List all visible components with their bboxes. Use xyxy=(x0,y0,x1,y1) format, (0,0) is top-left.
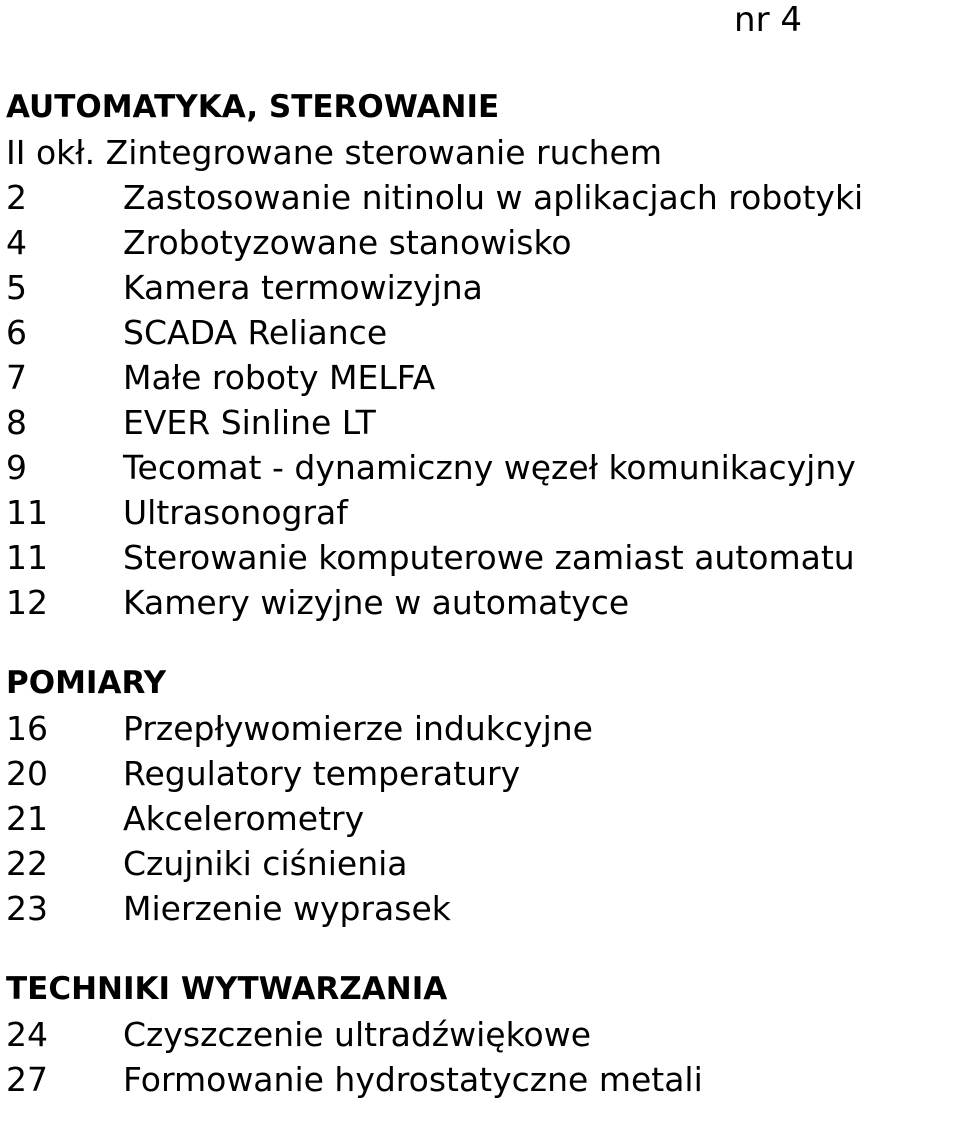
page-number: 8 xyxy=(6,403,27,442)
article-title: Czyszczenie ultradźwiękowe xyxy=(123,1015,592,1054)
article-title: Kamera termowizyjna xyxy=(123,268,483,307)
article-title: Czujniki ciśnienia xyxy=(123,844,408,883)
article-title: Zastosowanie nitinolu w aplikacjach robotyki xyxy=(123,178,864,217)
list-item xyxy=(6,841,956,886)
list-item xyxy=(6,580,956,625)
article-title: Regulatory temperatury xyxy=(123,754,521,793)
list-item xyxy=(6,490,956,535)
list-item xyxy=(6,751,956,796)
article-title: Małe roboty MELFA xyxy=(123,358,436,397)
list-item xyxy=(6,886,956,931)
page-number: 7 xyxy=(6,358,27,397)
issue-number: nr 4 xyxy=(734,0,802,40)
list-item xyxy=(6,220,956,265)
page-number: 2 xyxy=(6,178,27,217)
cover-entry: II okł. Zintegrowane sterowanie ruchem xyxy=(6,133,662,172)
page-number: 12 xyxy=(6,583,48,622)
section-title: TECHNIKI WYTWARZANIA xyxy=(6,971,448,1007)
article-title: Mierzenie wyprasek xyxy=(123,889,451,928)
page-number: 24 xyxy=(6,1015,48,1054)
list-item xyxy=(6,400,956,445)
page-number: 9 xyxy=(6,448,27,487)
list-item xyxy=(6,1057,956,1102)
section-title: AUTOMATYKA, STEROWANIE xyxy=(6,89,500,125)
list-item xyxy=(6,535,956,580)
article-title: SCADA Reliance xyxy=(123,313,388,352)
list-item xyxy=(6,796,956,841)
section-pomiary xyxy=(6,661,956,931)
article-title: Tecomat - dynamiczny węzeł komunikacyjny xyxy=(123,448,856,487)
list-item xyxy=(6,445,956,490)
list-item xyxy=(6,706,956,751)
page-number: 11 xyxy=(6,493,48,532)
page-number: 23 xyxy=(6,889,48,928)
section-automatyka xyxy=(6,85,956,625)
page-number: 6 xyxy=(6,313,27,352)
article-title: EVER Sinline LT xyxy=(123,403,376,442)
page-number: 22 xyxy=(6,844,48,883)
page-number: 5 xyxy=(6,268,27,307)
section-techniki-wytwarzania xyxy=(6,967,956,1102)
article-title: Akcelerometry xyxy=(123,799,365,838)
page-number: 16 xyxy=(6,709,48,748)
article-title: Ultrasonograf xyxy=(123,493,348,532)
table-of-contents xyxy=(6,85,956,1102)
list-item xyxy=(6,175,956,220)
section-title: POMIARY xyxy=(6,665,167,701)
page-number: 21 xyxy=(6,799,48,838)
article-title: Kamery wizyjne w automatyce xyxy=(123,583,630,622)
article-title: Zrobotyzowane stanowisko xyxy=(123,223,572,262)
list-item xyxy=(6,355,956,400)
page-number: 11 xyxy=(6,538,48,577)
list-item xyxy=(6,310,956,355)
article-title: Sterowanie komputerowe zamiast automatu xyxy=(123,538,855,577)
page-number: 27 xyxy=(6,1060,48,1099)
article-title: Przepływomierze indukcyjne xyxy=(123,709,593,748)
page-number: 20 xyxy=(6,754,48,793)
list-item xyxy=(6,265,956,310)
article-title: Formowanie hydrostatyczne metali xyxy=(123,1060,703,1099)
list-item xyxy=(6,1012,956,1057)
page-number: 4 xyxy=(6,223,27,262)
